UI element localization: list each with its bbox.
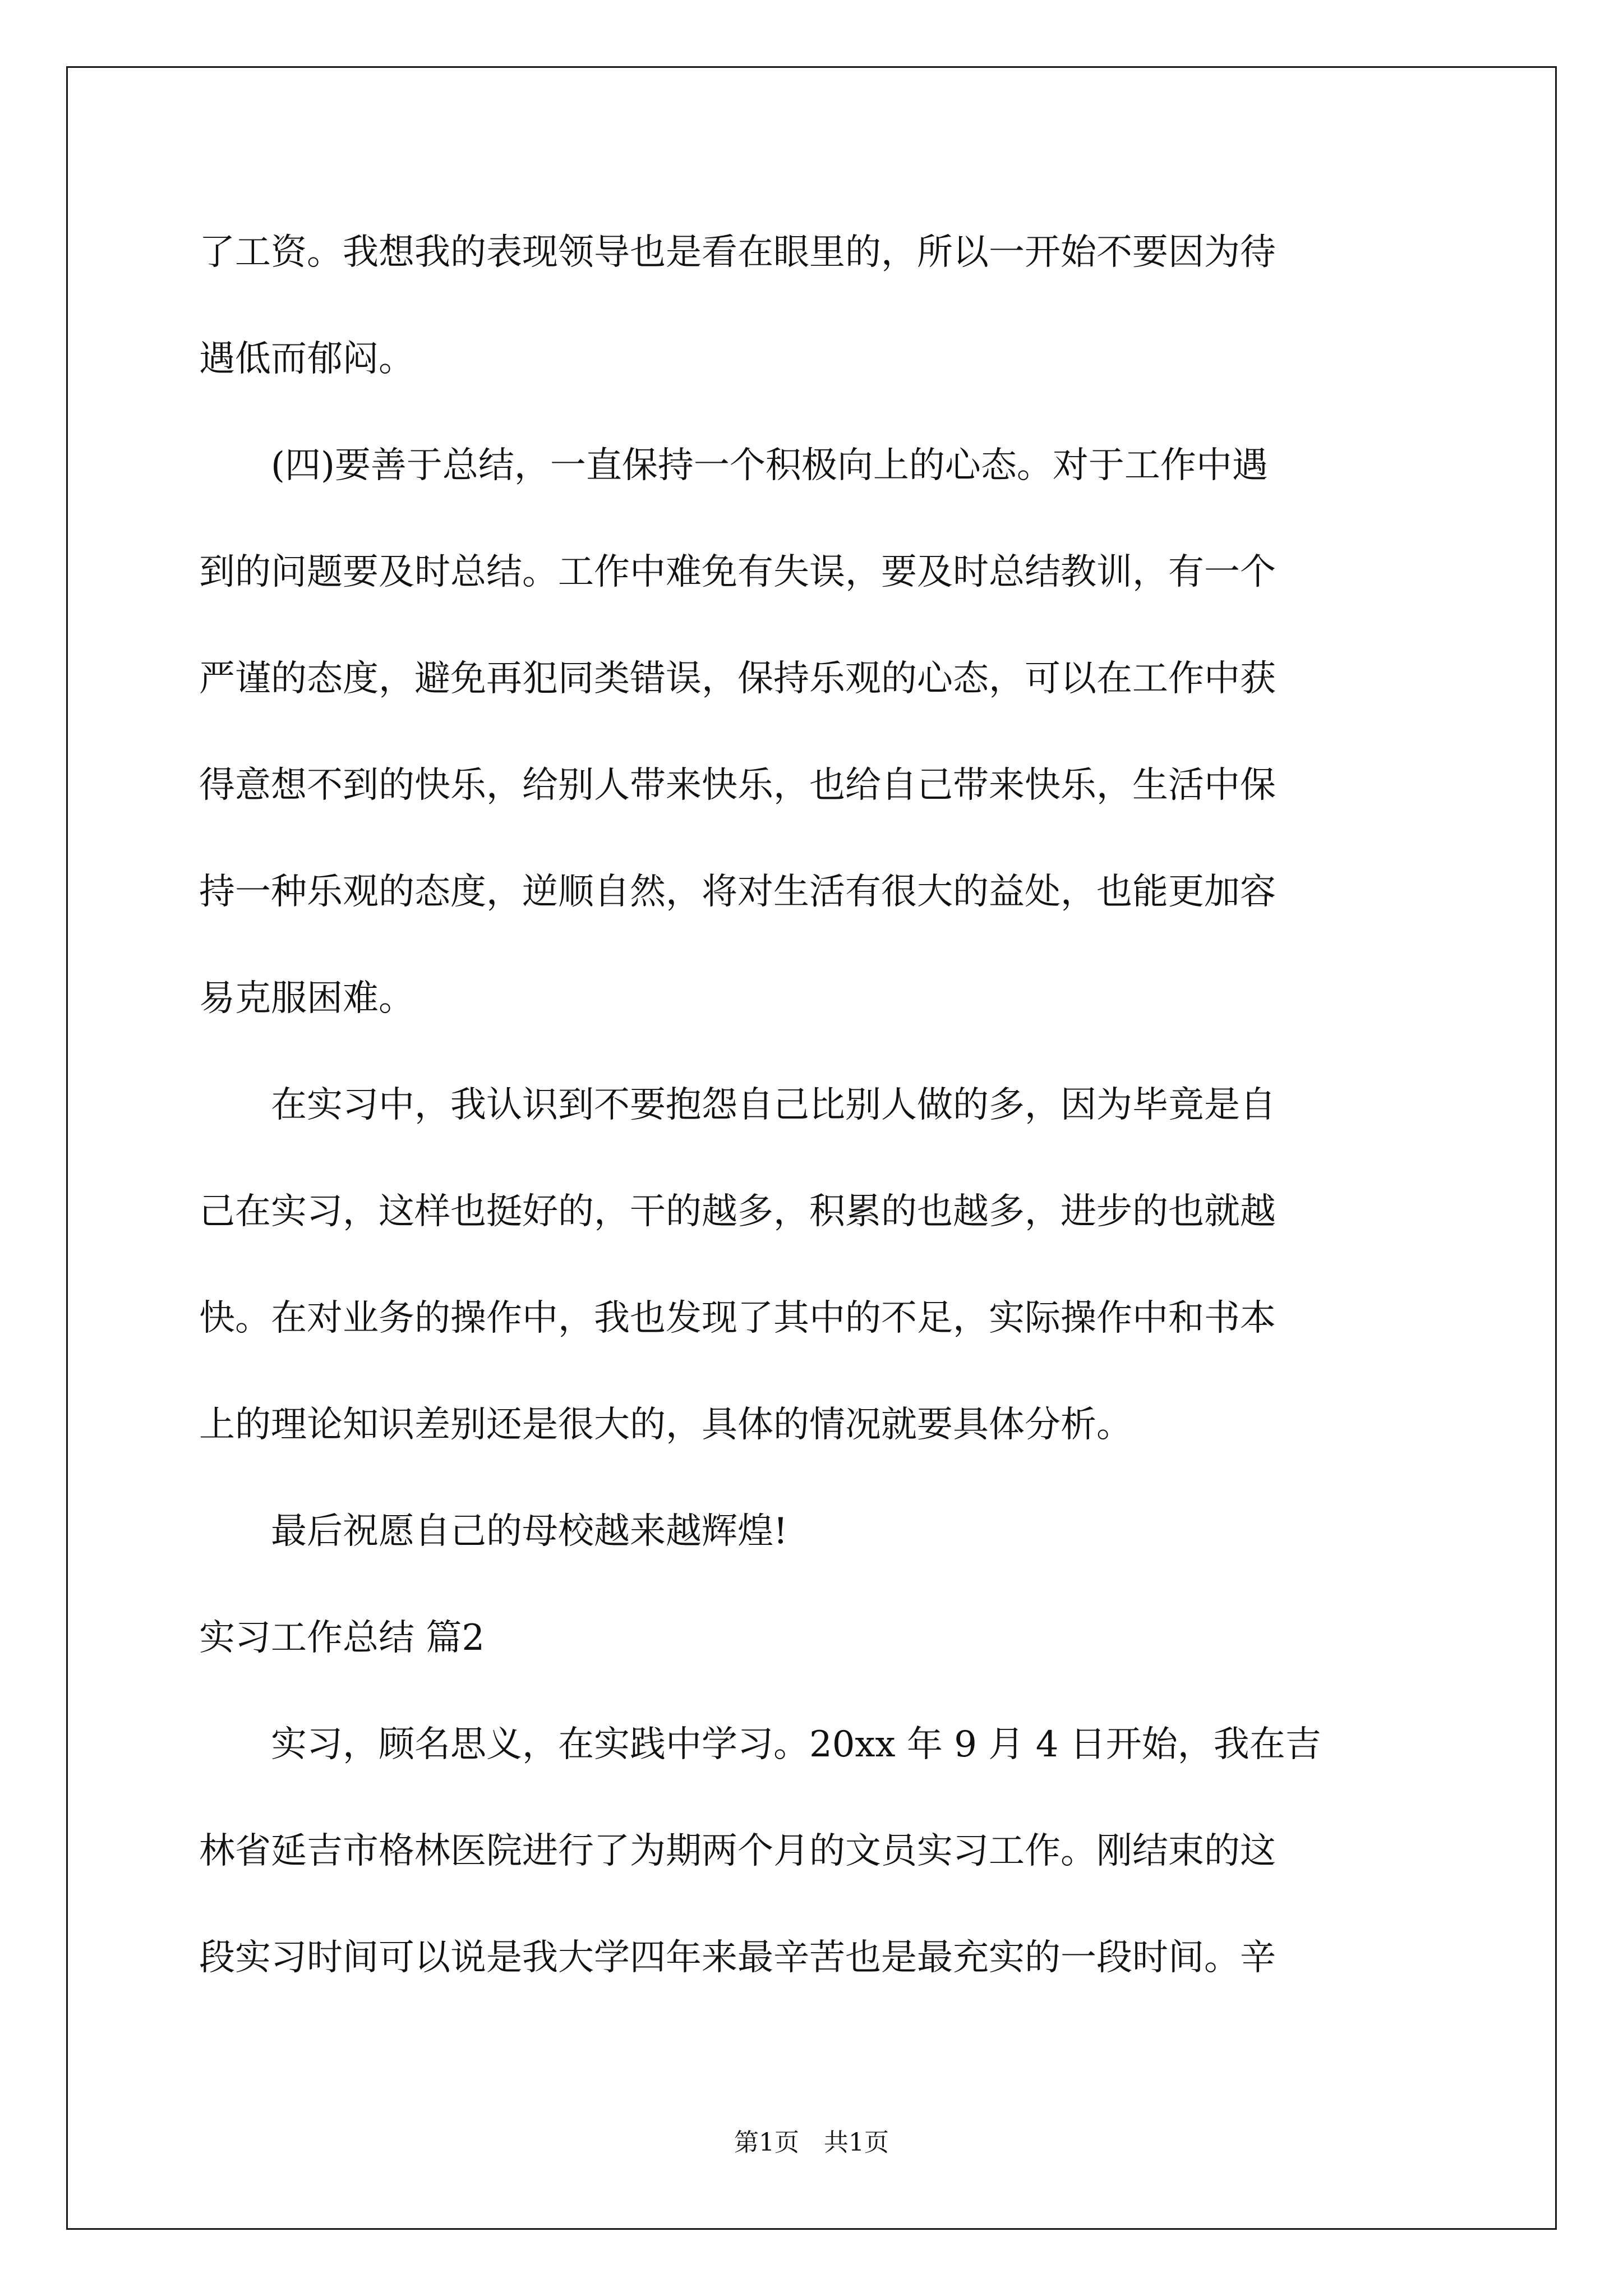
- body-line-12: 上的理论知识差别还是很大的，具体的情况就要具体分析。: [199, 1404, 1132, 1446]
- body-line-14: 实习，顾名思义，在实践中学习。20xx 年 9 月 4 日开始，我在吉: [199, 1724, 1321, 1765]
- body-line-5: 严谨的态度，避免再犯同类错误，保持乐观的心态，可以在工作中获: [199, 658, 1276, 700]
- section-heading: 实习工作总结 篇2: [199, 1617, 485, 1659]
- body-line-7: 持一种乐观的态度，逆顺自然，将对生活有很大的益处，也能更加容: [199, 871, 1276, 913]
- page-number-footer: 第1页 共1页: [734, 2128, 889, 2157]
- body-line-8: 易克服困难。: [199, 978, 414, 1019]
- body-line-16: 段实习时间可以说是我大学四年来最辛苦也是最充实的一段时间。辛: [199, 1937, 1276, 1978]
- body-line-9: 在实习中，我认识到不要抱怨自己比别人做的多，因为毕竟是自: [199, 1084, 1276, 1126]
- body-line-11: 快。在对业务的操作中，我也发现了其中的不足，实际操作中和书本: [199, 1297, 1276, 1339]
- body-line-15: 林省延吉市格林医院进行了为期两个月的文员实习工作。刚结束的这: [199, 1830, 1276, 1872]
- body-line-3: (四)要善于总结，一直保持一个积极向上的心态。对于工作中遇: [199, 445, 1268, 486]
- body-line-10: 己在实习，这样也挺好的，干的越多，积累的也越多，进步的也就越: [199, 1191, 1276, 1232]
- body-line-4: 到的问题要及时总结。工作中难免有失误，要及时总结教训，有一个: [199, 551, 1276, 593]
- body-line-6: 得意想不到的快乐，给别人带来快乐，也给自己带来快乐，生活中保: [199, 765, 1276, 806]
- body-line-2: 遇低而郁闷。: [199, 338, 414, 380]
- body-line-13: 最后祝愿自己的母校越来越辉煌!: [199, 1511, 788, 1552]
- body-line-1: 了工资。我想我的表现领导也是看在眼里的，所以一开始不要因为待: [199, 232, 1276, 273]
